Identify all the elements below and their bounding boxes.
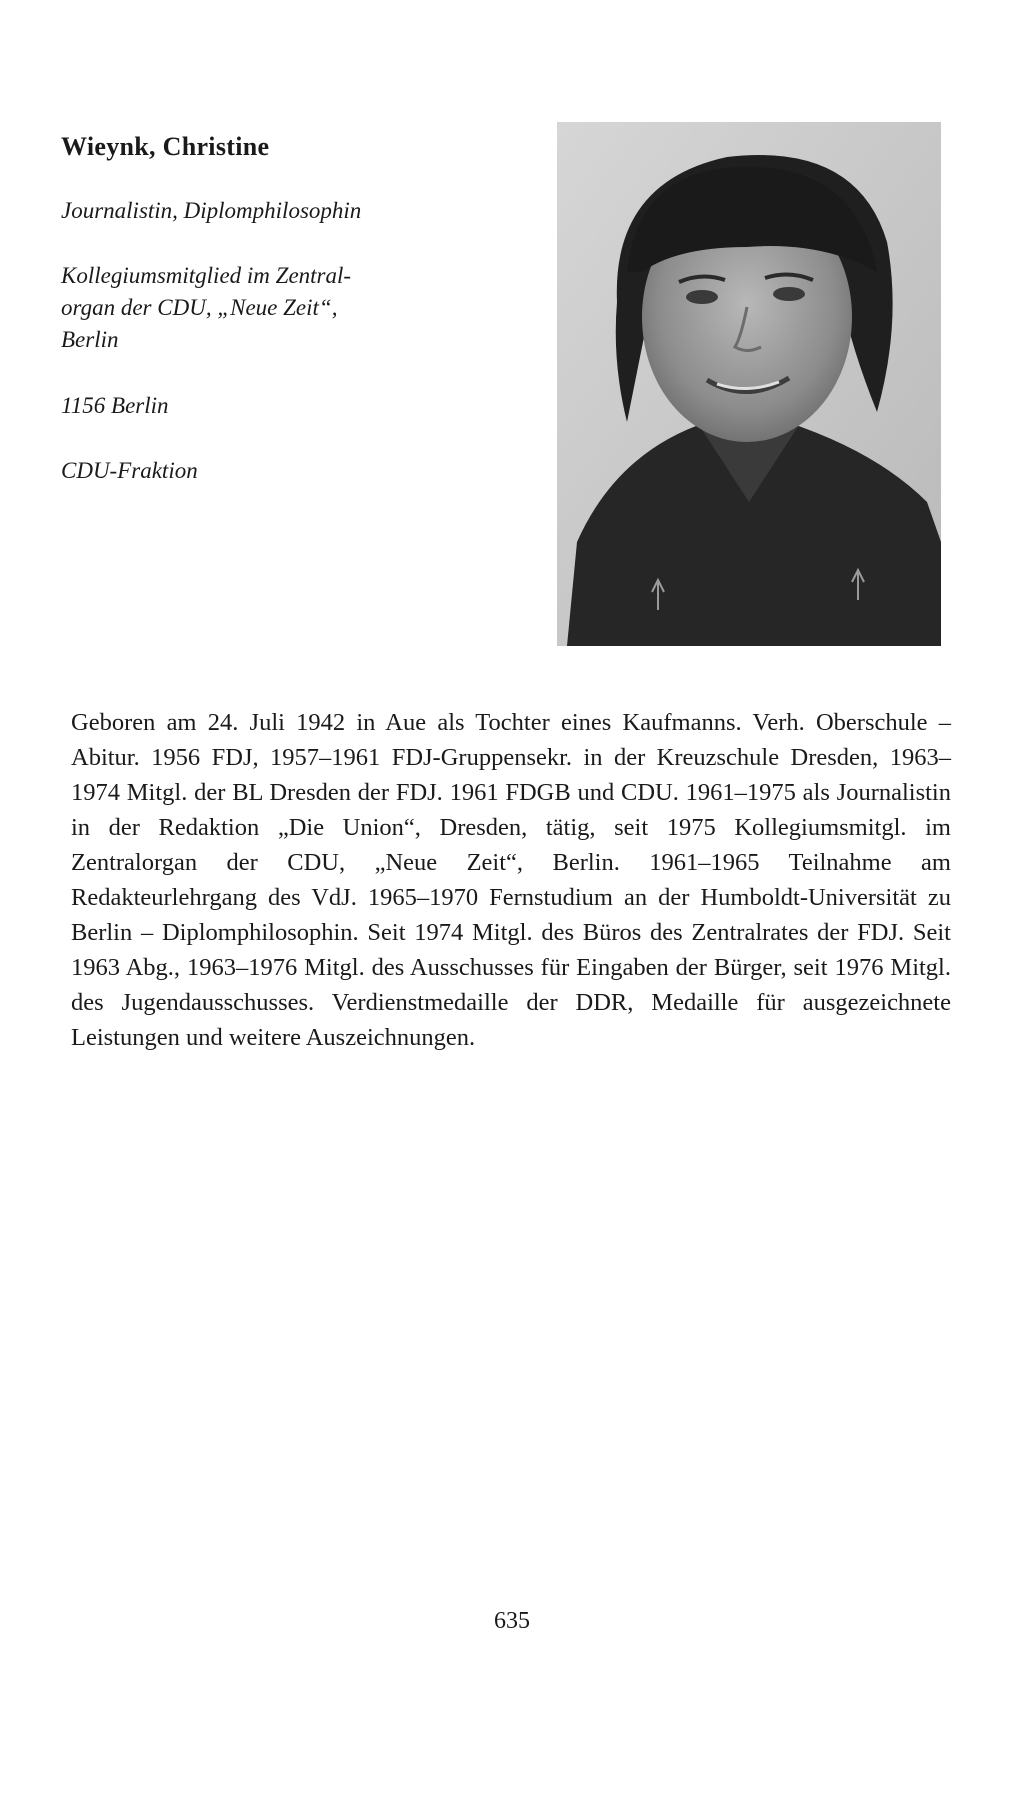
page-number: 635 bbox=[494, 1608, 530, 1634]
entry-name: Wieynk, Christine bbox=[61, 132, 270, 161]
entry-biography: Geboren am 24. Juli 1942 in Aue als Tochter eines Kaufmanns. Verh. Oberschule – Abitur. 1956 FDJ, 1957–1961 FDJ-Gruppensekr. in der Kreuzschule Dresden, 1963–1974 Mitgl. der BL Dresden der FDJ. 1961 FDGB und CDU. 1961–1975 als Journalistin in der Redaktion „Die Union“, Dresden, tätig, seit 1975 Kollegiumsmitgl. im Zentralorgan der CDU, „Neue Zeit“, Berlin. 1961–1965 Teilnahme am Redakteurlehrgang des VdJ. 1965–1970 Fernstudium an der Humboldt-Universität zu Berlin – Diplomphilosophin. Seit 1974 Mitgl. des Büros des Zentralrates der FDJ. Seit 1963 Abg., 1963–1976 Mitgl. des Ausschusses für Eingaben der Bürger, seit 1976 Mitgl. des Jugendausschusses. Verdienstmedaille der DDR, Medaille für ausgezeichnete Leistungen und weitere Auszeichnungen. bbox=[71, 709, 951, 1051]
entry-profession: Journalistin, Diplomphilosophin bbox=[61, 198, 362, 223]
entry-position: Kollegiumsmitglied im Zentral- organ der CDU, „Neue Zeit“, Berlin bbox=[61, 263, 352, 352]
portrait-photo bbox=[557, 122, 941, 646]
entry-address: 1156 Berlin bbox=[61, 393, 169, 418]
entry-faction: CDU-Fraktion bbox=[61, 458, 198, 483]
portrait-image bbox=[557, 122, 941, 646]
